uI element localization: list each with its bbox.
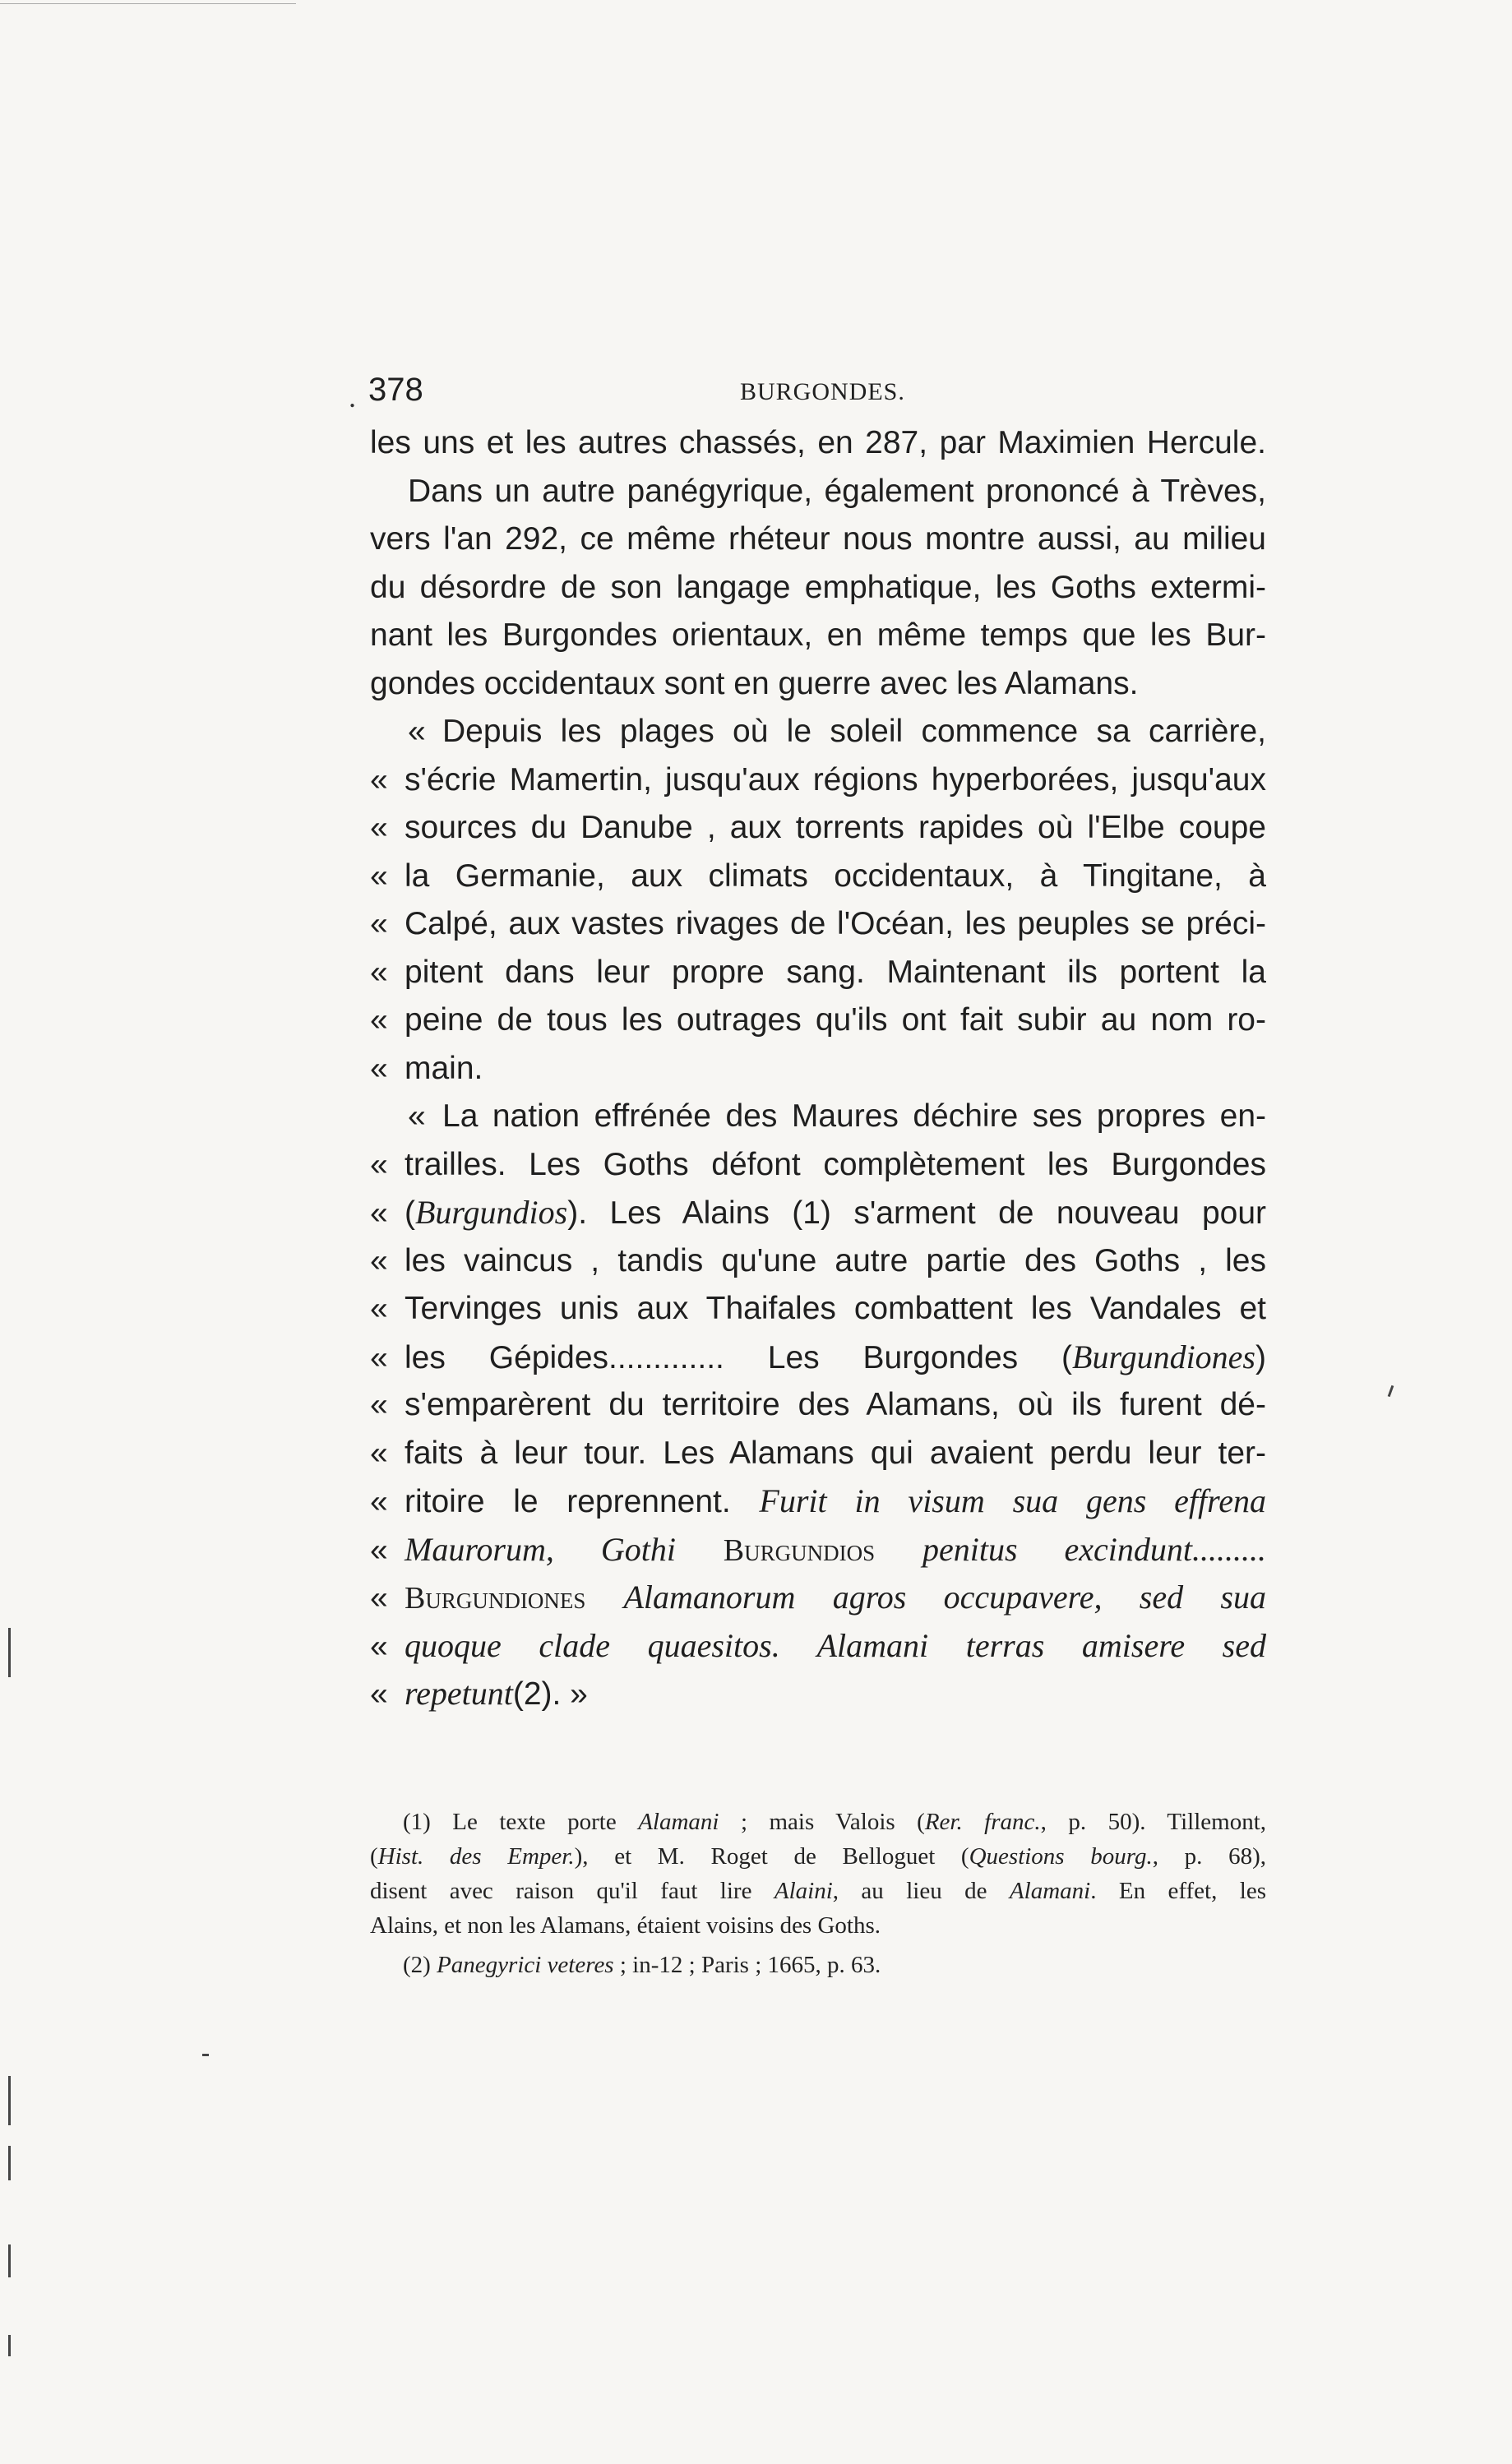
- scan-mark: [8, 1628, 11, 1677]
- scan-mark: [202, 2054, 209, 2056]
- quote-line: « quoque clade quaesitos. Alamani terras amisere sed: [370, 1626, 1266, 1664]
- latin-quote: Furit in visum sua gens effrena: [759, 1482, 1266, 1519]
- quote-line: « trailles. Les Goths défont complètement les Burgondes: [370, 1146, 1266, 1182]
- scan-mark: [1388, 1385, 1394, 1397]
- scan-mark: [8, 2076, 11, 2125]
- quote-line: « Maurorum, Gothi Burgundios penitus excindunt.........: [370, 1530, 1266, 1568]
- quote-line: « La nation effrénée des Maures déchire ses propres en-: [408, 1098, 1266, 1134]
- quote-line: « peine de tous les outrages qu'ils ont fait subir au nom ro-: [370, 1002, 1266, 1038]
- latin-term: Burgundios: [415, 1194, 568, 1231]
- page-number: 378: [368, 372, 423, 408]
- text-line: vers l'an 292, ce même rhéteur nous montre aussi, au milieu: [370, 521, 1266, 557]
- quote-line: « repetunt(2). »: [370, 1675, 588, 1712]
- quote-line: « les vaincus , tandis qu'une autre partie des Goths , les: [370, 1242, 1266, 1278]
- scan-mark: [0, 3, 296, 4]
- quote-line: « sources du Danube , aux torrents rapides où l'Elbe coupe: [370, 810, 1266, 845]
- quote-line: « les Gépides............. Les Burgondes (Burgundiones): [370, 1338, 1266, 1375]
- footnotes: [370, 1805, 1266, 1982]
- running-title: BURGONDES.: [740, 378, 905, 405]
- text-line: nant les Burgondes orientaux, en même temps que les Bur-: [370, 617, 1266, 653]
- text-line: gondes occidentaux sont en guerre avec les Alamans.: [370, 665, 1139, 701]
- quote-line: « Burgundiones Alamanorum agros occupavere, sed sua: [370, 1579, 1266, 1616]
- quote-line: « faits à leur tour. Les Alamans qui avaient perdu leur ter-: [370, 1435, 1266, 1471]
- footnote-2: (2) Panegyrici veteres ; in-12 ; Paris ; 1665, p. 63.: [403, 1952, 881, 1978]
- latin-term: Burgundiones: [1072, 1338, 1255, 1375]
- footnote-1-line: disent avec raison qu'il faut lire Alaini, au lieu de Alamani. En effet, les: [370, 1878, 1266, 1904]
- quote-line: « ritoire le reprennent. Furit in visum sua gens effrena: [370, 1482, 1266, 1519]
- body-text: [370, 419, 1266, 1718]
- text-line: Dans un autre panégyrique, également prononcé à Trèves,: [408, 473, 1266, 509]
- quote-line: « pitent dans leur propre sang. Maintenant ils portent la: [370, 954, 1266, 990]
- stray-mark: .: [349, 381, 356, 414]
- quote-line: « Depuis les plages où le soleil commence sa carrière,: [408, 714, 1266, 749]
- page-header: [349, 372, 1266, 421]
- quote-line: « (Burgundios). Les Alains (1) s'arment de nouveau pour: [370, 1194, 1266, 1231]
- quote-line: « la Germanie, aux climats occidentaux, à Tingitane, à: [370, 858, 1266, 894]
- quote-line: « main.: [370, 1050, 483, 1086]
- text-line: les uns et les autres chassés, en 287, par Maximien Hercule.: [370, 425, 1266, 460]
- scan-mark: [8, 2244, 11, 2277]
- scan-mark: [8, 2146, 11, 2180]
- small-caps-term: Burgundiones: [405, 1581, 586, 1616]
- text-line: du désordre de son langage emphatique, les Goths extermi-: [370, 569, 1266, 605]
- quote-line: « s'emparèrent du territoire des Alamans, où ils furent dé-: [370, 1387, 1266, 1422]
- footnote-1-line: (Hist. des Emper.), et M. Roget de Belloguet (Questions bourg., p. 68),: [370, 1843, 1266, 1870]
- footnote-1-line: Alains, et non les Alamans, étaient voisins des Goths.: [370, 1912, 881, 1939]
- scan-mark: [8, 2335, 11, 2356]
- small-caps-term: Burgundios: [723, 1532, 876, 1568]
- footnote-1: (1) Le texte porte Alamani ; mais Valois (Rer. franc., p. 50). Tillemont,: [403, 1809, 1267, 1835]
- quote-line: « Tervinges unis aux Thaifales combattent les Vandales et: [370, 1291, 1266, 1326]
- quote-line: « s'écrie Mamertin, jusqu'aux régions hyperborées, jusqu'aux: [370, 761, 1266, 797]
- quote-line: « Calpé, aux vastes rivages de l'Océan, les peuples se préci-: [370, 906, 1266, 941]
